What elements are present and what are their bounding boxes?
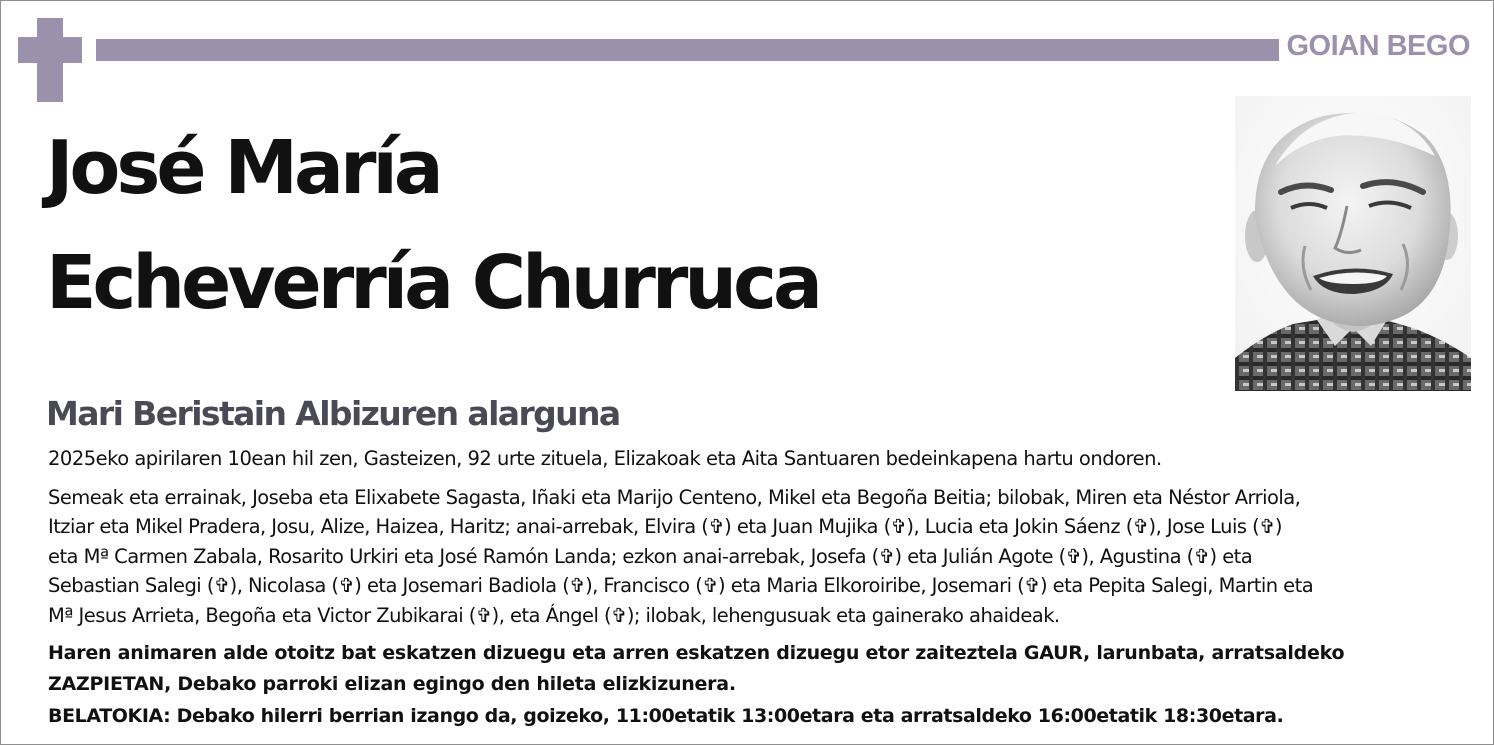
portrait-photo [1235, 96, 1471, 391]
mourners-line: Semeak eta errainak, Joseba eta Elixabete Sagasta, Iñaki eta Marijo Centeno, Mikel eta Begoña Beitia; bilobak, Miren eta Néstor Arriola, [48, 486, 1301, 509]
deceased-surnames: Echeverría Churruca [46, 240, 819, 326]
header-rule [96, 39, 1279, 61]
mourners-line: Mª Jesus Arrieta, Begoña eta Victor Zubikarai (✞), eta Ángel (✞); ilobak, lehengusuak eta gainerako ahaideak. [48, 603, 1060, 627]
deceased-first-name: José María [46, 125, 440, 211]
section-label: GOIAN BEGO [1286, 30, 1470, 62]
wake-notice: BELATOKIA: Debako hilerri berrian izango da, goizeko, 11:00etatik 13:00etara eta arratsaldeko 16:00etatik 18:30etara. [48, 705, 1284, 727]
ceremony-notice [48, 638, 1344, 700]
mourners-line: Itziar eta Mikel Pradera, Josu, Alize, Haizea, Haritz; anai-arrebak, Elvira (✞) eta Juan Mujika (✞), Lucia eta Jokin Sáenz (✞), Jose Luis (✞) [48, 515, 1282, 539]
cross-icon-arm [18, 37, 82, 63]
mourners-line: Sebastian Salegi (✞), Nicolasa (✞) eta Josemari Badiola (✞), Francisco (✞) eta Maria Elkoroiribe, Josemari (✞) eta Pepita Salegi, Martin eta [48, 574, 1314, 598]
mourners-list [48, 483, 1468, 630]
mourners-line: eta Mª Carmen Zabala, Rosarito Urkiri eta José Ramón Landa; ezkon anai-arrebak, Josefa (✞) eta Julián Agote (✞), Agustina (✞) eta [48, 544, 1253, 568]
death-notice: 2025eko apirilaren 10ean hil zen, Gasteizen, 92 urte zituela, Elizakoak eta Aita Santuaren bedeinkapena hartu ondoren. [48, 447, 1162, 470]
ceremony-line: Haren animaren alde otoitz bat eskatzen dizuegu eta arren eskatzen dizuegu etor zaiteztela GAUR, larunbata, arratsaldeko [48, 642, 1345, 664]
ceremony-line: ZAZPIETAN, Debako parroki elizan egingo den hileta elizkizunera. [48, 673, 736, 695]
spouse-subtitle: Mari Beristain Albizuren alarguna [46, 394, 620, 433]
